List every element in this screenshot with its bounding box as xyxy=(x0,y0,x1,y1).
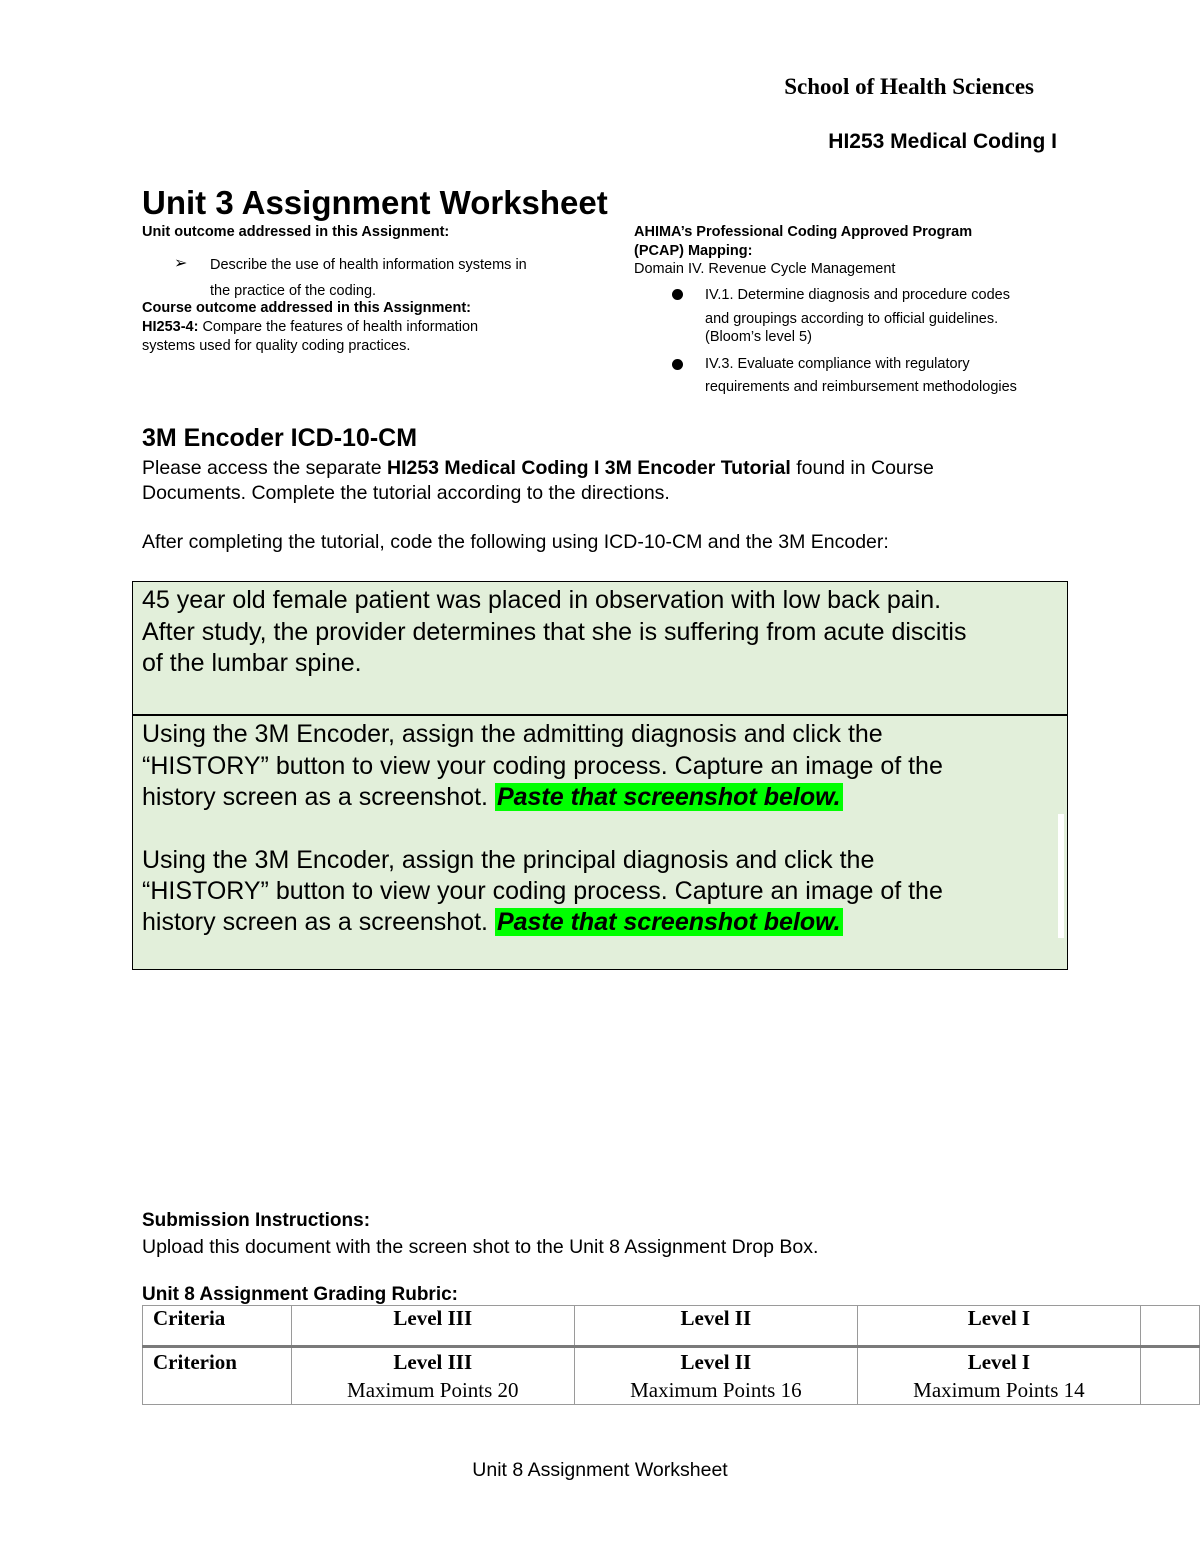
pcap-label-line1: AHIMA’s Professional Coding Approved Program xyxy=(634,224,973,240)
case-line1: 45 year old female patient was placed in observation with low back pain. xyxy=(142,586,942,614)
paste-screenshot-highlight: Paste that screenshot below. xyxy=(496,783,841,811)
arrow-bullet-icon: ➢ xyxy=(174,255,188,272)
pcap-domain: Domain IV. Revenue Cycle Management xyxy=(634,261,896,277)
course-outcome-line2: systems used for quality coding practices. xyxy=(142,338,411,354)
submission-label: Submission Instructions: xyxy=(142,1210,371,1231)
course-name: HI253 Medical Coding I xyxy=(828,130,1057,153)
unit-outcome-label: Unit outcome addressed in this Assignment: xyxy=(142,224,450,240)
rubric-header-extra xyxy=(1140,1306,1199,1347)
task-2-line3 xyxy=(142,907,843,939)
case-box xyxy=(132,581,1068,717)
course-outcome-code: HI253-4: xyxy=(142,319,199,335)
pcap-label-line2: (PCAP) Mapping: xyxy=(634,243,753,259)
page-title: Unit 3 Assignment Worksheet xyxy=(142,184,608,221)
rubric-cell-level3 xyxy=(291,1347,574,1405)
pcap-item-2-line2: requirements and reimbursement methodologies xyxy=(705,379,1017,395)
bullet-dot-icon xyxy=(672,289,683,300)
rubric-cell-level1 xyxy=(857,1347,1140,1405)
pcap-item-1-line3: (Bloom’s level 5) xyxy=(705,329,812,345)
rubric-cell-level2 xyxy=(574,1347,857,1405)
rubric-header-criteria: Criteria xyxy=(143,1306,292,1347)
pcap-item-2-line1: IV.3. Evaluate compliance with regulatory xyxy=(705,356,970,372)
rubric-header-row xyxy=(143,1306,1200,1347)
bullet-dot-icon xyxy=(672,359,683,370)
section-heading: 3M Encoder ICD-10-CM xyxy=(142,424,418,452)
task-2-text: history screen as a screenshot. xyxy=(142,908,495,936)
unit-outcome-line1: Describe the use of health information systems in xyxy=(210,257,527,273)
pcap-item-1-line2: and groupings according to official guidelines. xyxy=(705,311,999,327)
rubric-cell-level2-title: Level II xyxy=(680,1350,752,1374)
task-1-line1: Using the 3M Encoder, assign the admitting diagnosis and click the xyxy=(142,720,883,748)
intro-pre: Please access the separate xyxy=(142,457,387,479)
section-intro xyxy=(142,456,934,481)
paste-screenshot-highlight: Paste that screenshot below. xyxy=(496,908,841,936)
rubric-cell-level1-points: Maximum Points 14 xyxy=(913,1378,1085,1402)
intro-post: found in Course xyxy=(790,457,934,479)
rubric-cell-level2-points: Maximum Points 16 xyxy=(630,1378,802,1402)
case-line2: After study, the provider determines that she is suffering from acute discitis xyxy=(142,618,967,646)
rubric-cell-extra xyxy=(1140,1347,1199,1405)
tutorial-name: HI253 Medical Coding I 3M Encoder Tutorial xyxy=(386,457,791,479)
course-outcome-label: Course outcome addressed in this Assignment: xyxy=(142,300,471,316)
rubric-cell-level3-title: Level III xyxy=(393,1350,473,1374)
school-name: School of Health Sciences xyxy=(784,74,1034,99)
edge-gap xyxy=(1058,814,1064,938)
task-1-line3 xyxy=(142,782,843,814)
tasks-box xyxy=(132,716,1068,970)
submission-text: Upload this document with the screen shot to the Unit 8 Assignment Drop Box. xyxy=(142,1236,819,1258)
section-intro-line2: Documents. Complete the tutorial according to the directions. xyxy=(142,482,670,504)
task-2-line1: Using the 3M Encoder, assign the principal diagnosis and click the xyxy=(142,846,875,874)
rubric-table xyxy=(142,1305,1200,1405)
rubric-cell-level1-title: Level I xyxy=(967,1350,1031,1374)
course-outcome-line1 xyxy=(142,319,478,335)
course-outcome-text: Compare the features of health information xyxy=(202,319,479,335)
rubric-criterion: Criterion xyxy=(143,1347,292,1405)
unit-outcome-line2: the practice of the coding. xyxy=(210,283,377,299)
rubric-cell-level3-points: Maximum Points 20 xyxy=(347,1378,519,1402)
task-2-line2: “HISTORY” button to view your coding process. Capture an image of the xyxy=(142,877,943,905)
section-after: After completing the tutorial, code the following using ICD-10-CM and the 3M Encoder: xyxy=(142,531,889,553)
task-1-text: history screen as a screenshot. xyxy=(142,783,495,811)
rubric-header-level2: Level II xyxy=(574,1306,857,1347)
rubric-header-level3: Level III xyxy=(291,1306,574,1347)
rubric-label: Unit 8 Assignment Grading Rubric: xyxy=(142,1284,458,1305)
case-line3: of the lumbar spine. xyxy=(142,649,362,677)
rubric-row xyxy=(143,1347,1200,1405)
rubric-header-level1: Level I xyxy=(857,1306,1140,1347)
task-1-line2: “HISTORY” button to view your coding process. Capture an image of the xyxy=(142,752,943,780)
page-footer: Unit 8 Assignment Worksheet xyxy=(472,1459,728,1481)
pcap-item-1-line1: IV.1. Determine diagnosis and procedure codes xyxy=(705,287,1010,303)
